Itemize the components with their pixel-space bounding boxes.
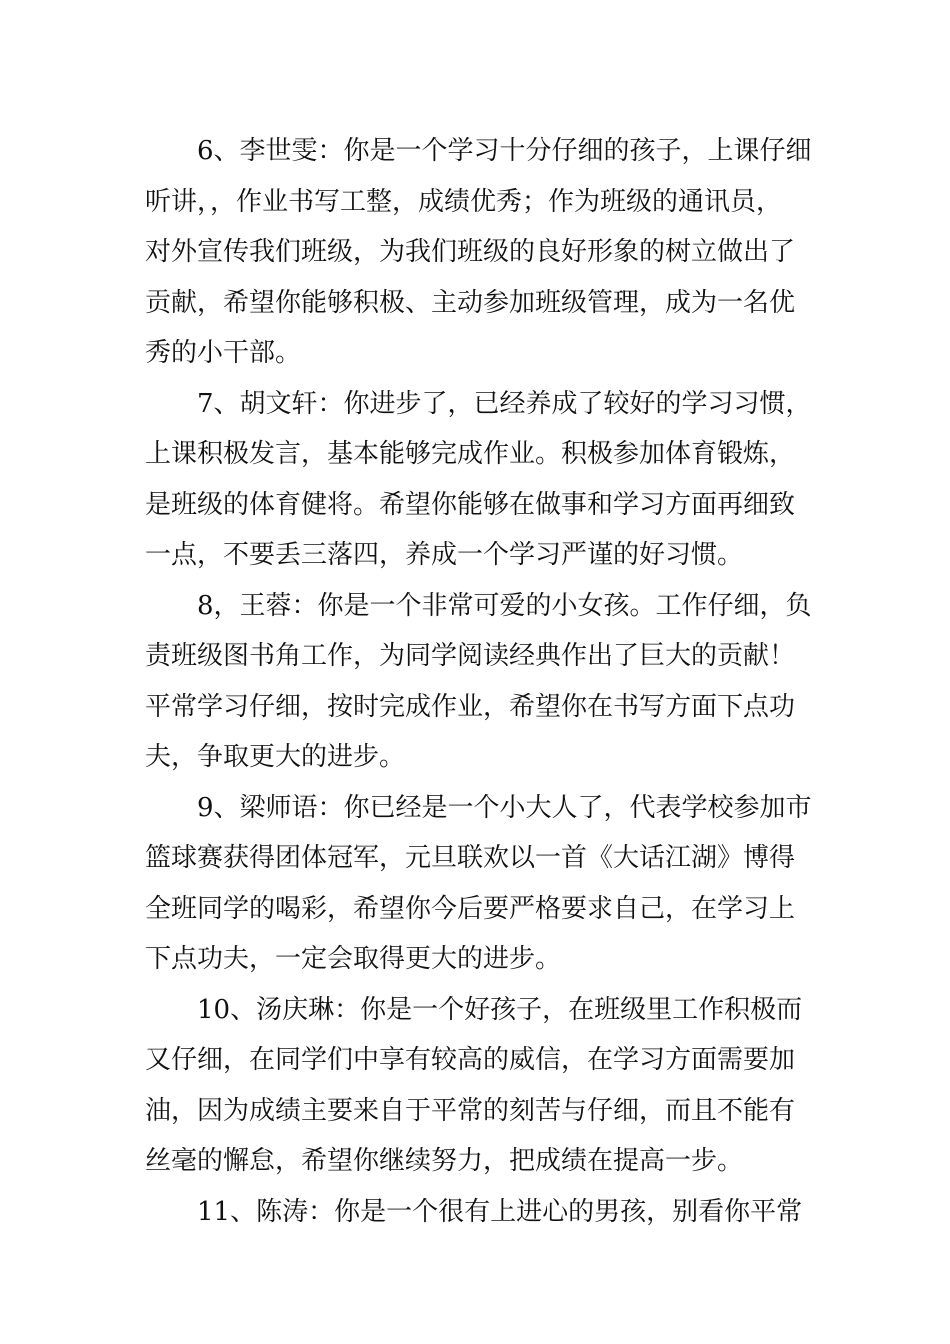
text-line: 又仔细，在同学们中享有较高的威信，在学习方面需要加	[145, 1045, 796, 1075]
text-line: 6、李世雯：你是一个学习十分仔细的孩子，上课仔细	[197, 136, 812, 166]
paragraph-liang-shiyu	[145, 783, 812, 985]
document-body	[145, 126, 812, 1237]
paragraph-hu-wenxuan	[145, 379, 812, 581]
text-line: 下点功夫，一定会取得更大的进步。	[145, 944, 562, 974]
text-line: 贡献，希望你能够积极、主动参加班级管理，成为一名优	[145, 287, 796, 318]
paragraph-chen-tao	[145, 1187, 809, 1238]
text-line: 全班同学的喝彩，希望你今后要严格要求自己，在学习上	[145, 893, 796, 924]
text-line: 是班级的体育健将。希望你能够在做事和学习方面再细致	[145, 489, 796, 520]
text-line: 油，因为成绩主要来自于平常的刻苦与仔细，而且不能有	[145, 1095, 796, 1126]
text-line: 秀的小干部。	[145, 338, 302, 368]
text-line: 11、陈涛：你是一个很有上进心的男孩，别看你平常	[197, 1196, 803, 1227]
text-line: 8，王蓉：你是一个非常可爱的小女孩。工作仔细，负	[197, 590, 812, 621]
text-line: 一点，不要丢三落四，养成一个学习严谨的好习惯。	[145, 540, 744, 570]
paragraph-tang-qinglin	[145, 985, 809, 1187]
text-line: 责班级图书角工作，为同学阅读经典作出了巨大的贡献！	[145, 641, 796, 671]
text-line: 平常学习仔细，按时完成作业，希望你在书写方面下点功	[145, 691, 796, 722]
text-line: 丝毫的懈怠，希望你继续努力，把成绩在提高一步。	[145, 1146, 744, 1176]
text-line: 对外宣传我们班级，为我们班级的良好形象的树立做出了	[145, 237, 796, 267]
text-line: 听讲，，作业书写工整，成绩优秀；作为班级的通讯员，	[145, 186, 783, 217]
text-line: 9、梁师语：你已经是一个小大人了，代表学校参加市	[197, 792, 812, 823]
text-line: 夫，争取更大的进步。	[145, 742, 406, 772]
paragraph-wang-rong	[145, 581, 812, 783]
text-line: 10、汤庆琳：你是一个好孩子，在班级里工作积极而	[197, 994, 803, 1025]
text-line: 篮球赛获得团体冠军，元旦联欢以一首《大话江湖》博得	[145, 843, 796, 873]
paragraph-li-shiwen	[145, 126, 812, 379]
text-line: 上课积极发言，基本能够完成作业。积极参加体育锻炼，	[145, 439, 796, 469]
text-line: 7、胡文轩：你进步了，已经养成了较好的学习习惯，	[197, 388, 812, 419]
